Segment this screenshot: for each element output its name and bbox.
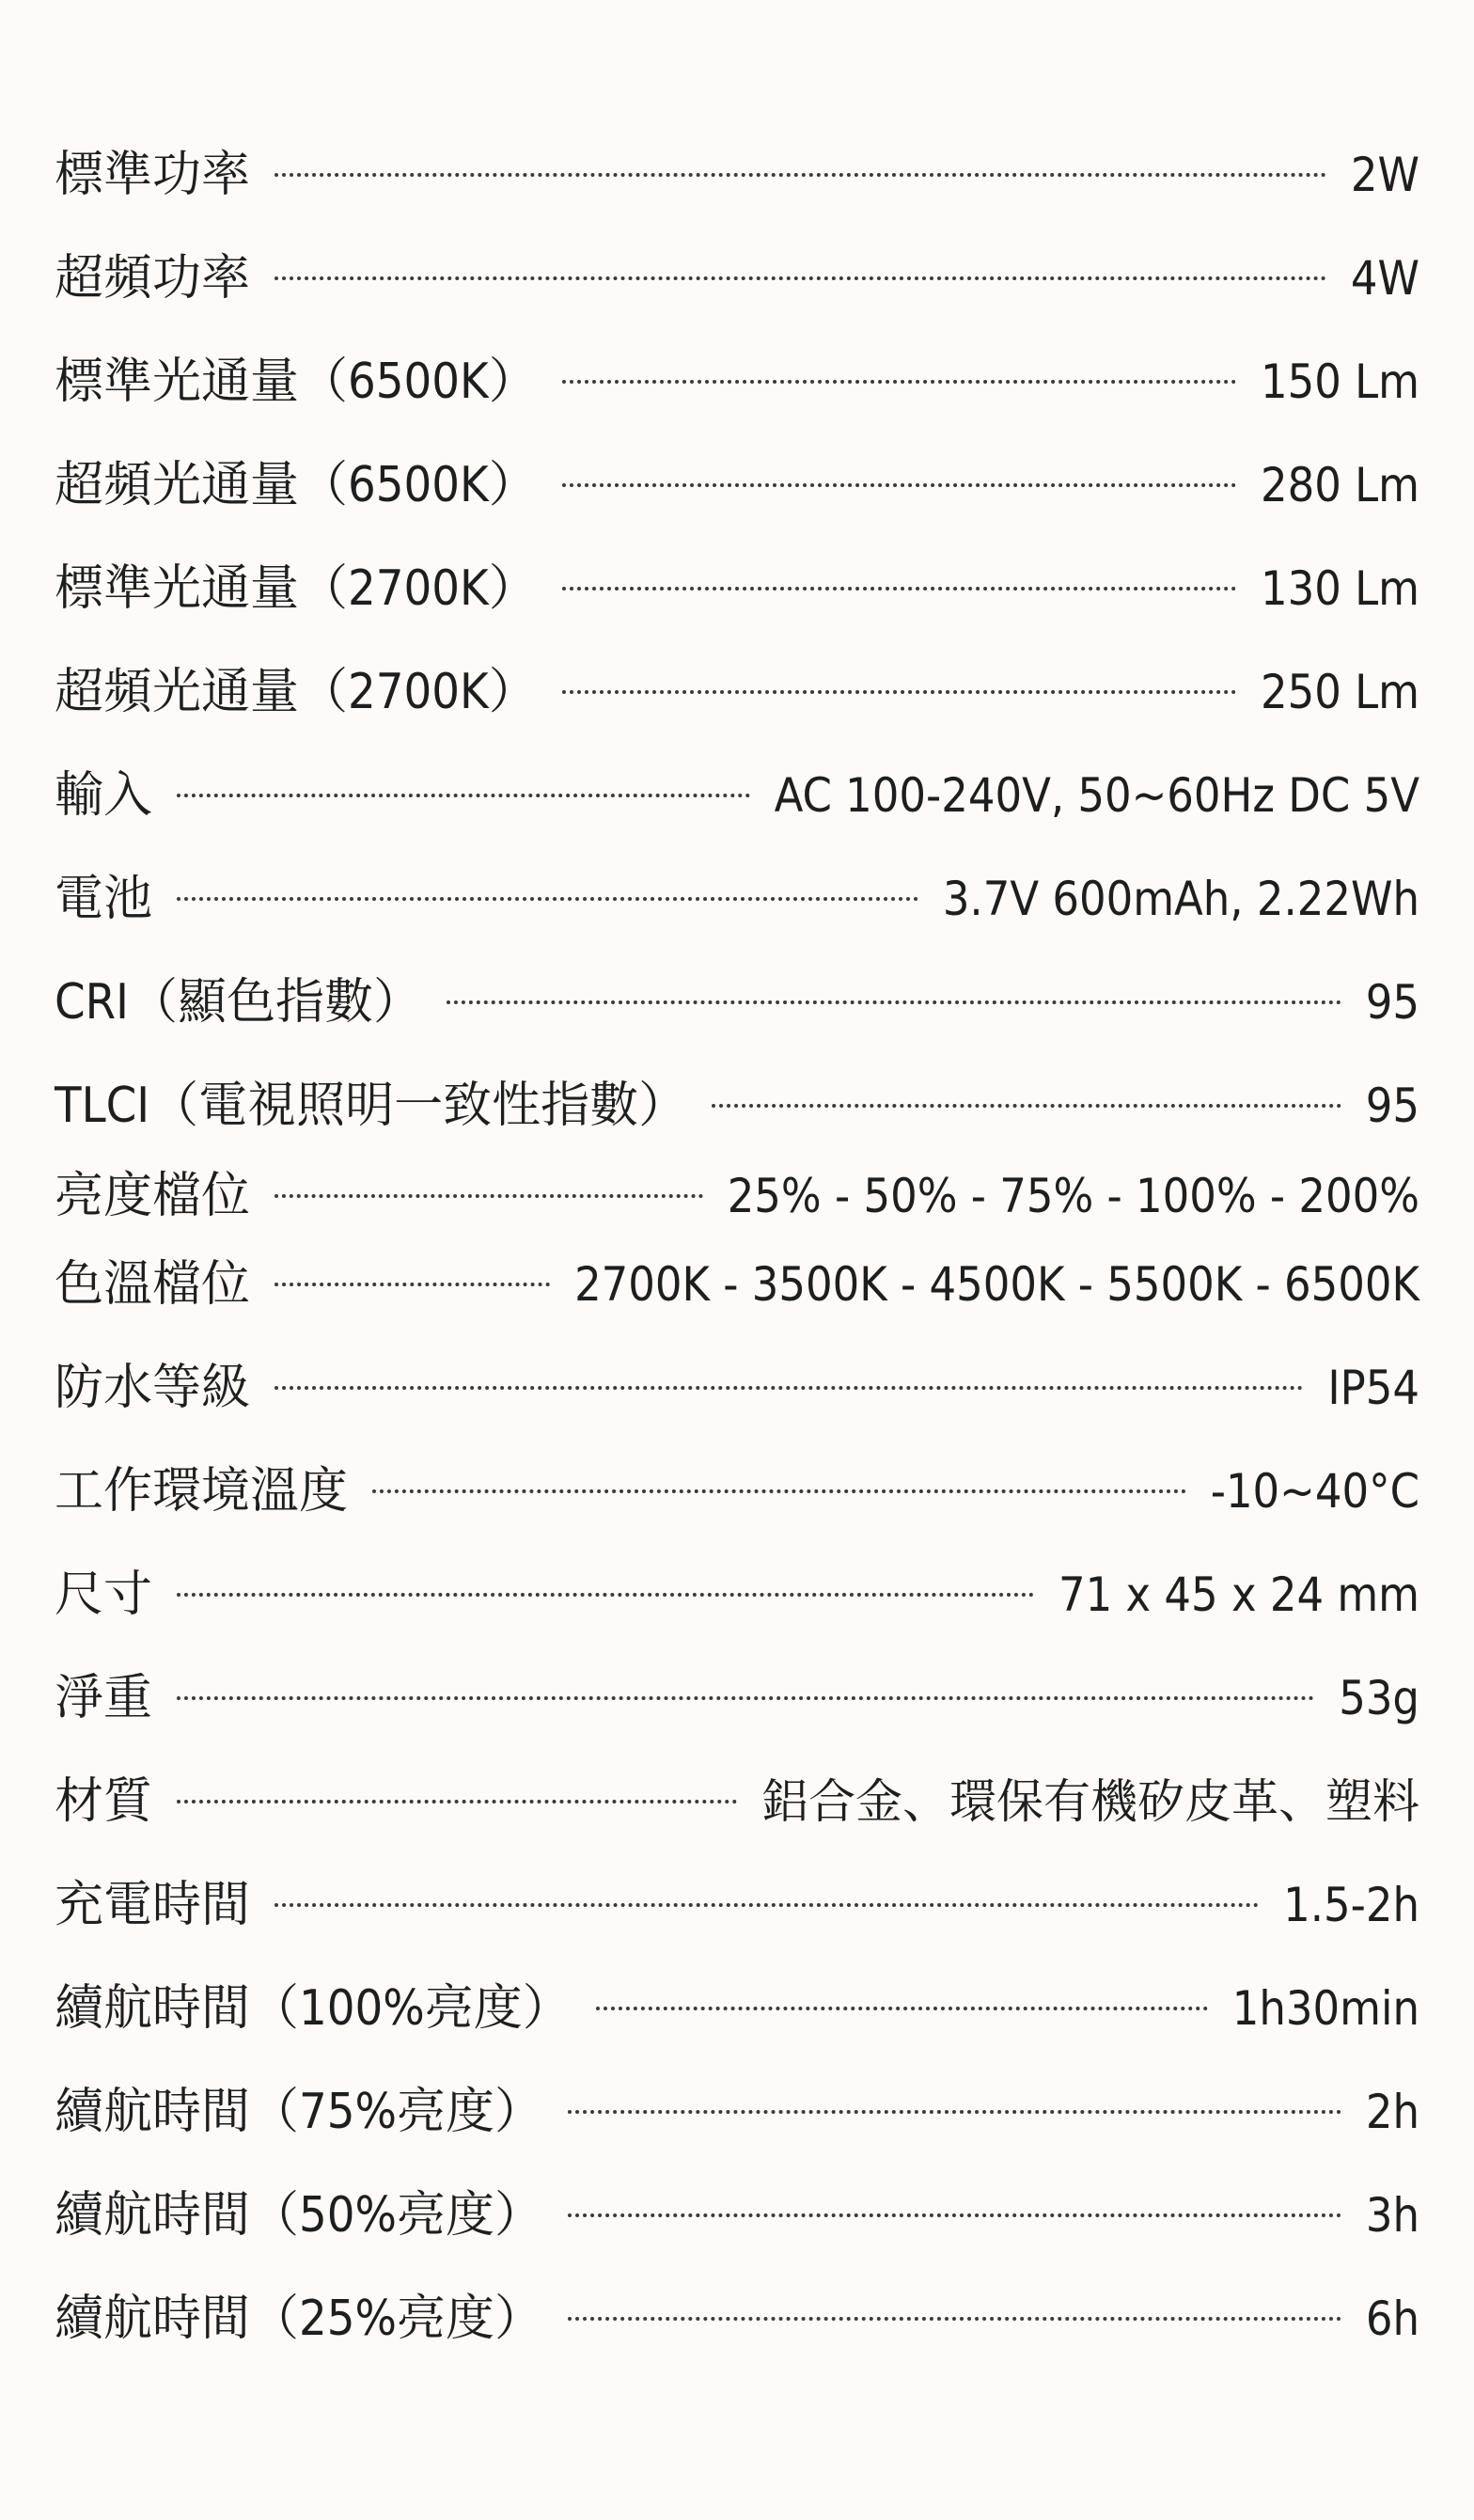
spec-value: 250 Lm: [1261, 665, 1419, 719]
spec-label: 亮度檔位: [55, 1168, 251, 1224]
spec-label: 標準光通量（6500K）: [55, 354, 538, 410]
dot-leader: [596, 2007, 1208, 2010]
dot-leader: [562, 380, 1236, 384]
dot-leader: [372, 1489, 1186, 1493]
spec-row-material: [55, 1755, 1419, 1849]
spec-row-boost-power: [55, 231, 1419, 325]
dot-leader: [447, 1000, 1341, 1004]
dot-leader: [274, 1194, 703, 1198]
spec-row-standard-flux-2700k: [55, 542, 1419, 636]
spec-label: 工作環境溫度: [55, 1463, 349, 1520]
spec-label: 超頻光通量（2700K）: [55, 664, 538, 720]
spec-label: 尺寸: [55, 1567, 153, 1623]
dot-leader: [562, 483, 1236, 487]
spec-value: 130 Lm: [1261, 561, 1419, 616]
spec-label: 標準光通量（2700K）: [55, 560, 538, 617]
spec-row-net-weight: [55, 1651, 1419, 1745]
spec-row-standard-flux-6500k: [55, 335, 1419, 429]
spec-row-input: [55, 748, 1419, 843]
dot-leader: [712, 1104, 1341, 1108]
spec-value: 3h: [1365, 2188, 1419, 2243]
spec-value: 150 Lm: [1261, 354, 1419, 409]
spec-label: CRI（顯色指數）: [55, 974, 422, 1031]
spec-label: 電池: [55, 871, 153, 927]
spec-row-ip-rating: [55, 1341, 1419, 1435]
spec-row-runtime-75: [55, 2065, 1419, 2159]
spec-label: 續航時間（25%亮度）: [55, 2291, 543, 2347]
dot-leader: [568, 2317, 1341, 2321]
dot-leader: [177, 1696, 1314, 1700]
spec-value: AC 100-240V, 50~60Hz DC 5V: [774, 768, 1419, 823]
spec-value: 1h30min: [1231, 1981, 1419, 2036]
dot-leader: [562, 587, 1236, 591]
dot-leader: [177, 897, 918, 901]
dot-leader: [274, 1283, 550, 1286]
spec-row-battery: [55, 852, 1419, 946]
spec-row-cri: [55, 955, 1419, 1049]
dot-leader: [568, 2213, 1341, 2217]
spec-label: TLCI（電視照明一致性指數）: [55, 1078, 688, 1134]
spec-row-charge-time: [55, 1858, 1419, 1952]
spec-label: 超頻功率: [55, 250, 251, 307]
spec-value: 53g: [1339, 1671, 1419, 1725]
spec-row-runtime-50: [55, 2168, 1419, 2262]
spec-row-boost-flux-2700k: [55, 645, 1419, 739]
dot-leader: [562, 690, 1236, 694]
spec-value: 71 x 45 x 24 mm: [1058, 1567, 1419, 1622]
spec-row-cct-levels: [55, 1237, 1419, 1331]
spec-value: 2W: [1350, 148, 1419, 202]
spec-value: 25% - 50% - 75% - 100% - 200%: [727, 1169, 1419, 1223]
spec-row-boost-flux-6500k: [55, 438, 1419, 532]
spec-label: 續航時間（100%亮度）: [55, 1980, 572, 2037]
spec-value: -10~40°C: [1210, 1464, 1419, 1519]
spec-label: 充電時間: [55, 1877, 251, 1933]
spec-label: 續航時間（50%亮度）: [55, 2187, 543, 2244]
spec-value: IP54: [1327, 1361, 1419, 1415]
dot-leader: [568, 2110, 1341, 2114]
spec-label: 輸入: [55, 767, 153, 824]
spec-label: 材質: [55, 1773, 153, 1830]
spec-row-tlci: [55, 1059, 1419, 1153]
spec-row-brightness-levels: [55, 1149, 1419, 1243]
spec-label: 超頻光通量（6500K）: [55, 457, 538, 513]
spec-row-runtime-25: [55, 2272, 1419, 2366]
dot-leader: [177, 1800, 737, 1803]
spec-value: 6h: [1365, 2292, 1419, 2346]
spec-value: 95: [1365, 1079, 1419, 1133]
spec-value: 2h: [1365, 2085, 1419, 2139]
spec-value: 95: [1365, 975, 1419, 1030]
spec-value: 4W: [1350, 251, 1419, 306]
spec-label: 續航時間（75%亮度）: [55, 2084, 543, 2140]
spec-value: 1.5-2h: [1283, 1878, 1419, 1932]
spec-label: 防水等級: [55, 1360, 251, 1416]
spec-value: 280 Lm: [1261, 458, 1419, 512]
dot-leader: [274, 1386, 1303, 1390]
spec-label: 標準功率: [55, 147, 251, 203]
spec-row-operating-temp: [55, 1444, 1419, 1538]
spec-label: 色溫檔位: [55, 1256, 251, 1313]
dot-leader: [274, 276, 1326, 280]
spec-row-runtime-100: [55, 1961, 1419, 2055]
dot-leader: [177, 794, 750, 797]
spec-row-standard-power: [55, 128, 1419, 222]
dot-leader: [274, 173, 1326, 177]
spec-value: 鋁合金、環保有機矽皮革、塑料: [761, 1774, 1419, 1829]
spec-label: 淨重: [55, 1670, 153, 1726]
spec-value: 2700K - 3500K - 4500K - 5500K - 6500K: [574, 1257, 1419, 1312]
dot-leader: [274, 1903, 1259, 1907]
spec-value: 3.7V 600mAh, 2.22Wh: [942, 872, 1419, 926]
spec-row-dimensions: [55, 1548, 1419, 1642]
dot-leader: [177, 1593, 1034, 1597]
